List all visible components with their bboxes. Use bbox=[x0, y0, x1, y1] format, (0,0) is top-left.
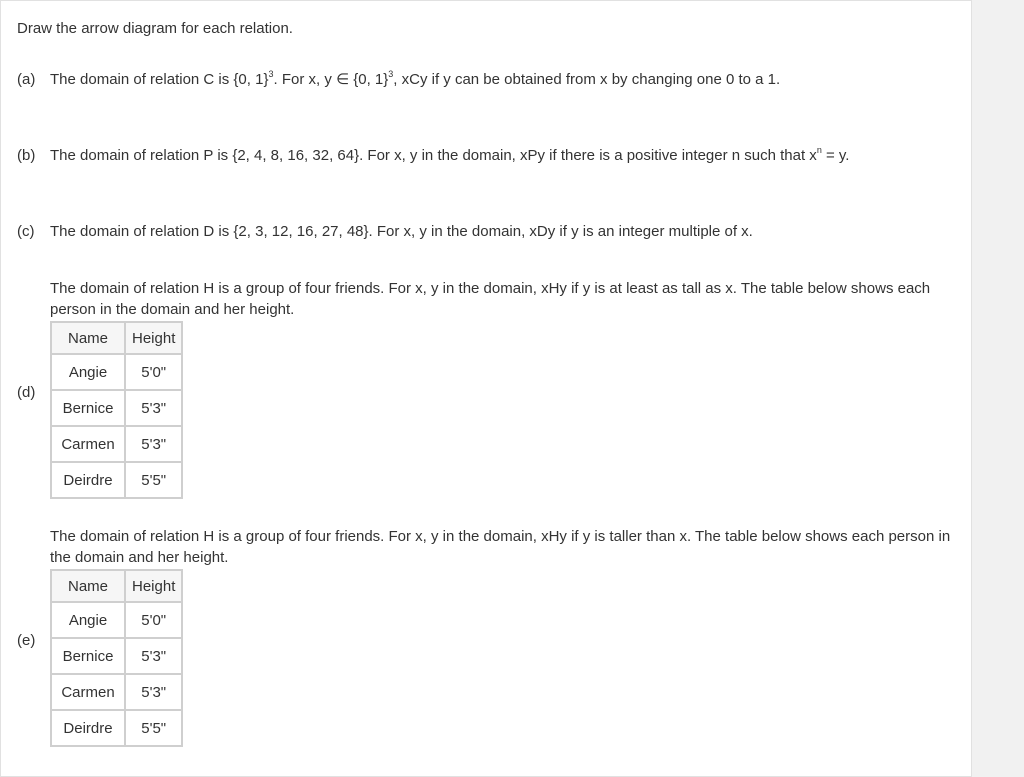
table-cell-name: Angie bbox=[51, 354, 125, 390]
table-cell-height: 5'3" bbox=[125, 390, 182, 426]
part-a-label: (a) bbox=[17, 71, 36, 88]
table-cell-height: 5'3" bbox=[125, 426, 182, 462]
table-cell-name: Deirdre bbox=[51, 710, 125, 746]
table-cell-name: Carmen bbox=[51, 426, 125, 462]
part-c-text: The domain of relation D is {2, 3, 12, 16, 27, 48}. For x, y in the domain, xDy if y is an integer multiple of x. bbox=[50, 223, 753, 240]
table-cell-name: Bernice bbox=[51, 390, 125, 426]
table-cell-height: 5'5" bbox=[125, 462, 182, 498]
part-e-text: The domain of relation H is a group of four friends. For x, y in the domain, xHy if y is taller than x. The table below shows each person in the domain and her height. bbox=[50, 528, 951, 566]
part-b-text-2: = y. bbox=[821, 147, 850, 164]
table-cell-name: Bernice bbox=[51, 638, 125, 674]
table-row bbox=[51, 638, 182, 674]
table-row bbox=[51, 602, 182, 638]
part-a-text-2: . For x, y ∈ {0, 1} bbox=[273, 71, 389, 88]
table-cell-name: Deirdre bbox=[51, 462, 125, 498]
table-row bbox=[51, 462, 182, 498]
table-header-name: Name bbox=[51, 570, 125, 602]
instruction-text: Draw the arrow diagram for each relation. bbox=[17, 20, 293, 37]
table-row bbox=[51, 426, 182, 462]
table-cell-name: Angie bbox=[51, 602, 125, 638]
part-b-text bbox=[50, 146, 849, 166]
part-e-height-table bbox=[50, 569, 183, 747]
part-c-label: (c) bbox=[17, 223, 35, 240]
table-row bbox=[51, 390, 182, 426]
part-a-text-1: The domain of relation C is {0, 1} bbox=[50, 71, 269, 88]
part-b-text-1: The domain of relation P is {2, 4, 8, 16, 32, 64}. For x, y in the domain, xPy if there is a positive integer n such that x bbox=[50, 147, 817, 164]
part-d-text: The domain of relation H is a group of four friends. For x, y in the domain, xHy if y is at least as tall as x. The table below shows each person in the domain and her height. bbox=[50, 280, 931, 318]
part-b-sup-1: n bbox=[816, 145, 822, 155]
table-row bbox=[51, 674, 182, 710]
part-a-sup-1: 3 bbox=[268, 69, 274, 79]
table-header-row bbox=[51, 322, 182, 354]
table-row bbox=[51, 710, 182, 746]
table-header-row bbox=[51, 570, 182, 602]
part-a-text bbox=[50, 70, 780, 90]
part-a-text-3: , xCy if y can be obtained from x by changing one 0 to a 1. bbox=[393, 71, 781, 88]
part-e-label: (e) bbox=[17, 632, 36, 649]
table-cell-height: 5'3" bbox=[125, 674, 182, 710]
table-cell-height: 5'5" bbox=[125, 710, 182, 746]
part-d-height-table bbox=[50, 321, 183, 499]
part-d-label: (d) bbox=[17, 384, 36, 401]
table-cell-name: Carmen bbox=[51, 674, 125, 710]
table-header-name: Name bbox=[51, 322, 125, 354]
table-cell-height: 5'3" bbox=[125, 638, 182, 674]
table-cell-height: 5'0" bbox=[125, 602, 182, 638]
part-b-label: (b) bbox=[17, 147, 36, 164]
table-cell-height: 5'0" bbox=[125, 354, 182, 390]
table-header-height: Height bbox=[125, 322, 182, 354]
table-row bbox=[51, 354, 182, 390]
table-header-height: Height bbox=[125, 570, 182, 602]
part-a-sup-2: 3 bbox=[388, 69, 394, 79]
